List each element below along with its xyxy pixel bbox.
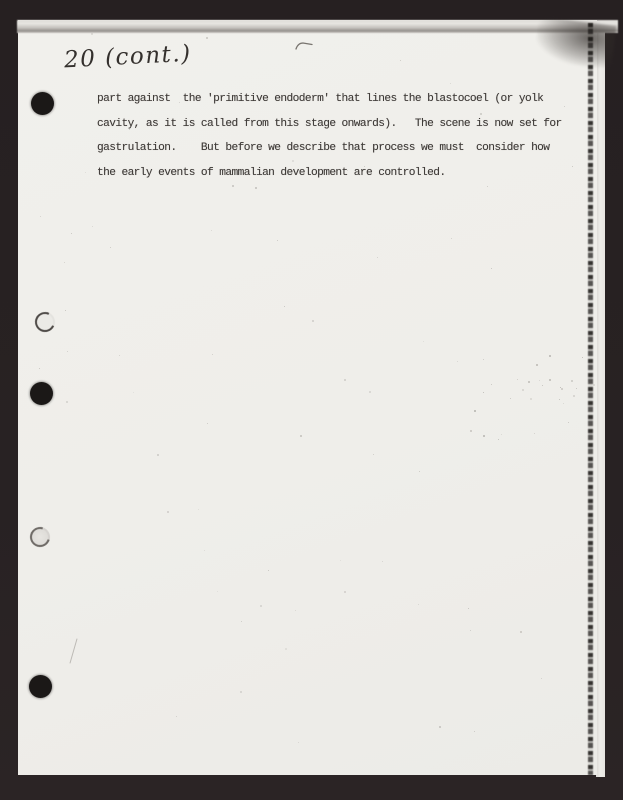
dust-speck bbox=[451, 238, 452, 239]
dust-speck bbox=[419, 471, 420, 472]
dust-speck bbox=[110, 247, 111, 248]
dust-speck bbox=[85, 172, 86, 173]
dust-speck bbox=[71, 233, 72, 234]
body-text-line: gastrulation. But before we describe that process we must consider how bbox=[97, 142, 550, 154]
dust-speck bbox=[559, 399, 560, 400]
right-edge-scan-line bbox=[588, 23, 593, 775]
handwritten-page-number: 20 (cont.) bbox=[63, 40, 193, 74]
dust-speck bbox=[542, 385, 543, 386]
dust-speck bbox=[423, 341, 424, 342]
dust-speck bbox=[204, 550, 205, 551]
dust-speck bbox=[483, 392, 484, 393]
dust-speck bbox=[300, 435, 302, 437]
scan-scratch bbox=[69, 638, 77, 663]
dust-speck bbox=[157, 454, 159, 456]
dust-speck bbox=[593, 384, 595, 386]
dust-speck bbox=[549, 355, 551, 357]
dust-speck bbox=[167, 511, 169, 513]
page-top-edge-shadow bbox=[17, 20, 618, 33]
dust-speck bbox=[284, 306, 285, 307]
dust-speck bbox=[520, 631, 522, 633]
dust-speck bbox=[212, 354, 213, 355]
dust-speck bbox=[573, 395, 575, 397]
dust-speck bbox=[64, 262, 65, 263]
dust-speck bbox=[373, 454, 374, 455]
dust-speck bbox=[491, 268, 492, 269]
dust-speck bbox=[418, 604, 419, 605]
body-text-line: part against the 'primitive endoderm' that lines the blastocoel (or yolk bbox=[97, 93, 544, 105]
dust-speck bbox=[92, 226, 93, 227]
dust-speck bbox=[176, 716, 177, 717]
dust-speck bbox=[67, 351, 68, 352]
dust-speck bbox=[470, 430, 472, 432]
dust-speck bbox=[568, 422, 569, 423]
dust-speck bbox=[468, 608, 469, 609]
dust-speck bbox=[487, 186, 488, 187]
stray-pen-mark bbox=[295, 41, 315, 52]
dust-speck bbox=[292, 160, 294, 162]
dust-speck bbox=[528, 381, 530, 383]
hole-punch bbox=[29, 675, 52, 698]
document-page bbox=[18, 20, 597, 775]
dust-speck bbox=[576, 388, 577, 389]
dust-speck bbox=[382, 561, 383, 562]
dust-speck bbox=[285, 648, 287, 650]
dust-speck bbox=[344, 379, 346, 381]
dust-speck bbox=[300, 144, 302, 146]
dust-speck bbox=[268, 570, 269, 571]
dust-speck bbox=[133, 392, 134, 393]
top-right-corner-smudge bbox=[534, 16, 617, 69]
dust-speck bbox=[91, 33, 93, 35]
dust-speck bbox=[582, 357, 583, 358]
hole-punch-ring bbox=[26, 523, 53, 550]
hole-punch bbox=[31, 92, 54, 115]
dust-speck bbox=[561, 388, 563, 390]
body-text-line: cavity, as it is called from this stage onwards). The scene is now set for bbox=[97, 117, 562, 130]
dust-speck bbox=[530, 398, 532, 400]
dust-speck bbox=[377, 257, 378, 258]
dust-speck bbox=[260, 605, 262, 607]
dust-speck bbox=[340, 560, 341, 561]
dust-speck bbox=[277, 240, 278, 241]
body-text-line: the early events of mammalian development are controlled. bbox=[97, 166, 446, 179]
underlying-page-edge bbox=[596, 21, 605, 777]
dust-speck bbox=[439, 726, 441, 728]
dust-speck bbox=[240, 691, 242, 693]
dust-speck bbox=[501, 434, 502, 435]
dust-speck bbox=[571, 380, 573, 382]
dust-speck bbox=[470, 630, 471, 631]
dust-speck bbox=[39, 368, 40, 369]
dust-speck bbox=[474, 731, 475, 732]
dust-speck bbox=[66, 401, 68, 403]
dust-speck bbox=[491, 384, 492, 385]
dust-speck bbox=[312, 320, 314, 322]
dust-speck bbox=[498, 439, 499, 440]
dust-speck bbox=[206, 37, 208, 39]
hole-punch bbox=[30, 382, 53, 405]
dust-speck bbox=[572, 166, 573, 167]
dust-speck bbox=[539, 380, 540, 381]
dust-speck bbox=[255, 187, 257, 189]
dust-speck bbox=[483, 435, 485, 437]
body-text bbox=[97, 87, 575, 185]
dust-speck bbox=[295, 610, 296, 611]
dust-speck bbox=[522, 389, 524, 391]
dust-speck bbox=[369, 391, 371, 393]
dust-speck bbox=[298, 742, 299, 743]
dust-speck bbox=[217, 591, 218, 592]
dust-speck bbox=[40, 216, 41, 217]
dust-speck bbox=[510, 398, 511, 399]
dust-speck bbox=[517, 379, 518, 380]
dust-speck bbox=[541, 678, 542, 679]
dust-speck bbox=[241, 621, 242, 622]
dust-speck bbox=[563, 403, 564, 404]
dust-speck bbox=[65, 310, 66, 311]
dust-speck bbox=[483, 359, 484, 360]
dust-speck bbox=[457, 361, 458, 362]
dust-speck bbox=[534, 433, 535, 434]
dust-speck bbox=[400, 60, 401, 61]
dust-speck bbox=[198, 509, 199, 510]
dust-speck bbox=[549, 379, 551, 381]
dust-speck bbox=[207, 423, 208, 424]
hole-punch-ring bbox=[32, 309, 58, 335]
dust-speck bbox=[450, 83, 451, 84]
dust-speck bbox=[536, 364, 538, 366]
dust-speck bbox=[474, 410, 476, 412]
dust-speck bbox=[211, 230, 212, 231]
dust-speck bbox=[344, 591, 346, 593]
dust-speck bbox=[119, 355, 120, 356]
